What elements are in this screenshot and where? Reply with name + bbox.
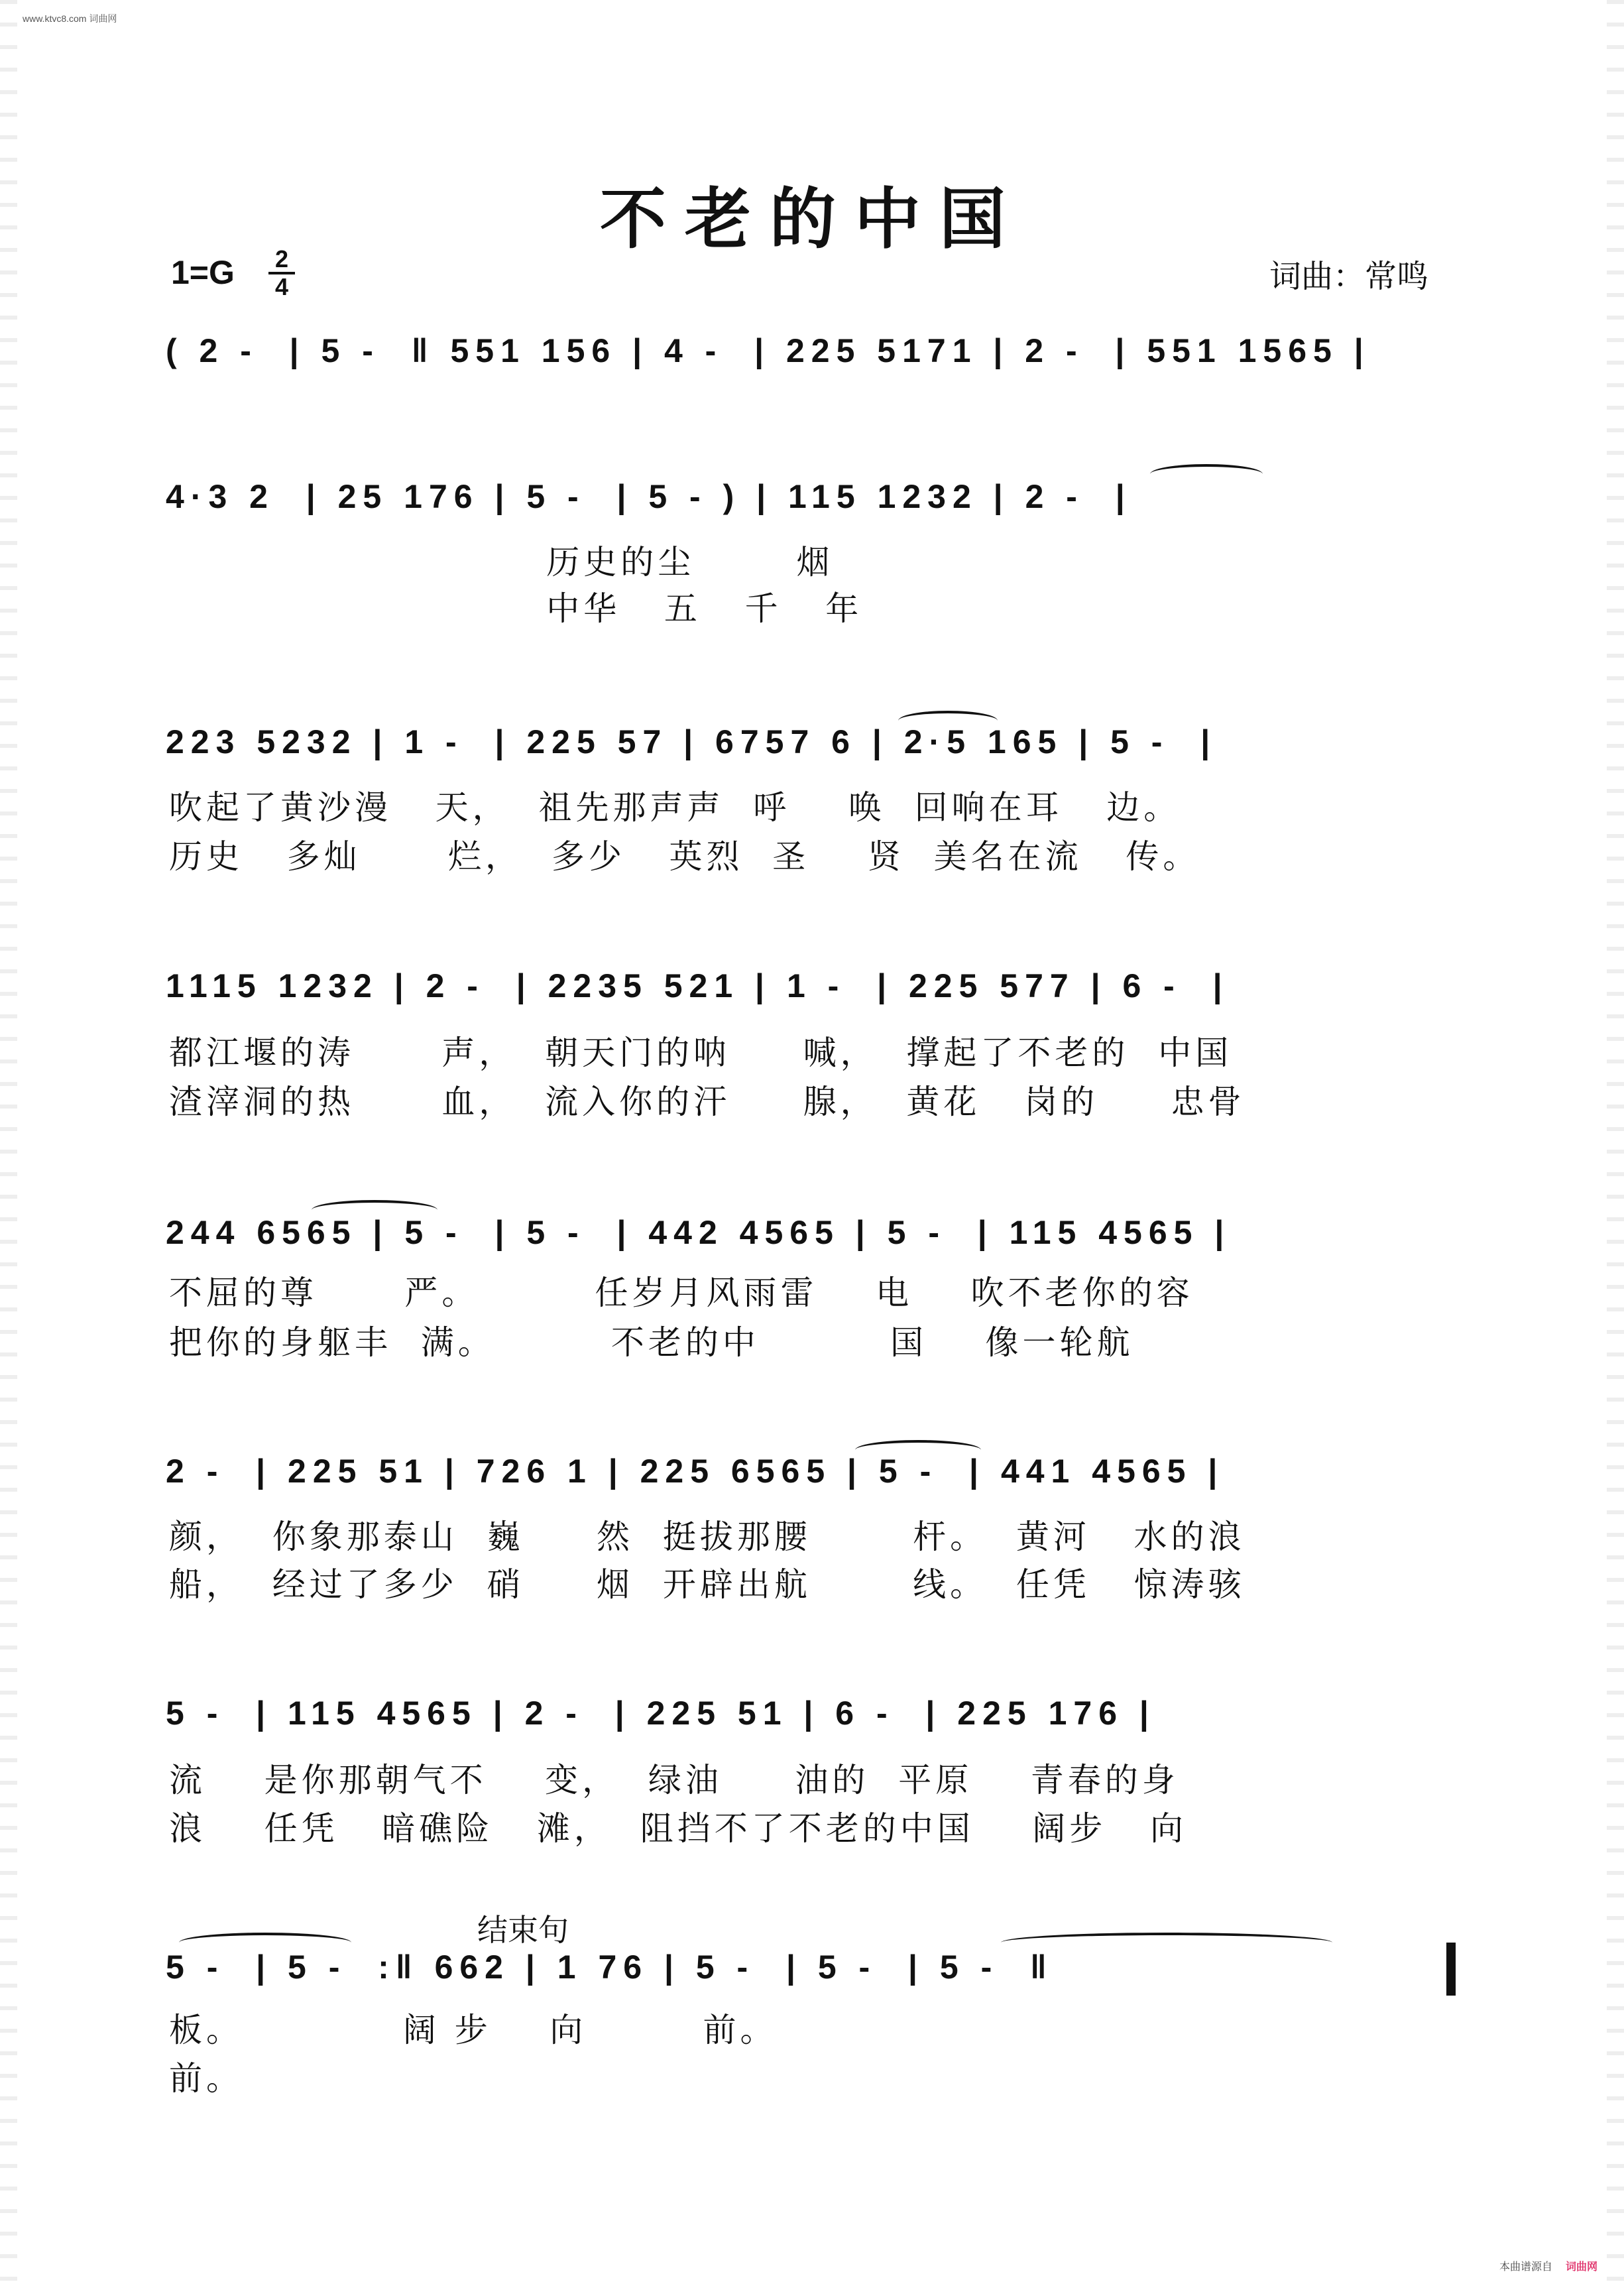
notation-line-8: 5 - | 5 - :‖ 662 | 1 76 | 5 - | 5 - | 5 - ‖ bbox=[166, 1949, 1053, 1986]
lyrics-line-5b: 把你的身躯丰 满。 不老的中 国 像一轮航 bbox=[169, 1323, 1134, 1362]
slur-mark bbox=[855, 1440, 981, 1460]
footer-source: 本曲谱源自 bbox=[1499, 2261, 1552, 2273]
final-barline bbox=[1446, 1943, 1456, 1996]
lyrics-line-2a: 历史的尘 烟 bbox=[169, 543, 834, 581]
footer bbox=[1499, 2258, 1597, 2273]
notation-line-5: 244 6565 | 5 - | 5 - | 442 4565 | 5 - | 115 4565 | bbox=[166, 1214, 1231, 1251]
notation-line-1: ( 2 - | 5 - ‖ 551 156 | 4 - | 225 5171 | 2 - | 551 1565 | bbox=[166, 332, 1370, 369]
song-title: 不老的中国 bbox=[600, 180, 1024, 258]
footer-brand[interactable]: 词曲网 bbox=[1565, 2261, 1597, 2273]
slur-mark bbox=[898, 711, 998, 731]
time-signature-top: 2 bbox=[274, 245, 289, 272]
lyrics-line-8b: 前。 bbox=[169, 2059, 243, 2098]
slur-mark bbox=[1001, 1933, 1332, 1953]
slur-mark bbox=[1150, 464, 1263, 484]
right-margin-strip bbox=[1607, 0, 1624, 2284]
lyrics-line-7b: 浪 任凭 暗礁险 滩， 阻挡不了不老的中国 阔步 向 bbox=[169, 1809, 1187, 1848]
notation-line-2: 4·3 2 | 25 176 | 5 - | 5 - ) | 115 1232 | 2 - | bbox=[166, 478, 1131, 515]
lyrics-line-4a: 都江堰的涛 声， 朝天门的呐 喊， 撑起了不老的 中国 bbox=[169, 1034, 1233, 1072]
slur-mark bbox=[179, 1933, 351, 1953]
header-url: www.ktvc8.com 词曲网 bbox=[23, 13, 117, 24]
composer-credit: 词曲：常鸣 bbox=[1269, 258, 1429, 295]
lyrics-line-7a: 流 是你那朝气不 变， 绿油 油的 平原 青春的身 bbox=[169, 1761, 1179, 1799]
notation-line-4: 1115 1232 | 2 - | 2235 521 | 1 - | 225 577 | 6 - | bbox=[166, 967, 1229, 1004]
lyrics-line-6a: 颜， 你象那泰山 巍 然 挺拔那腰 杆。 黄河 水的浪 bbox=[169, 1518, 1246, 1556]
notation-line-6: 2 - | 225 51 | 726 1 | 225 6565 | 5 - | 441 4565 | bbox=[166, 1453, 1224, 1490]
key-signature: 1=G bbox=[171, 254, 235, 291]
lyrics-line-5a: 不屈的尊 严。 任岁月风雨雷 电 吹不老你的容 bbox=[169, 1274, 1194, 1312]
notation-line-3: 223 5232 | 1 - | 225 57 | 6757 6 | 2·5 165 | 5 - | bbox=[166, 723, 1217, 760]
lyrics-line-3a: 吹起了黄沙漫 天， 祖先那声声 呼 唤 回响在耳 边。 bbox=[169, 788, 1181, 827]
lyrics-line-6b: 船， 经过了多少 硝 烟 开辟出航 线。 任凭 惊涛骇 bbox=[169, 1565, 1246, 1604]
lyrics-line-3b: 历史 多灿 烂， 多少 英烈 圣 贤 美名在流 传。 bbox=[169, 837, 1200, 876]
left-margin-strip bbox=[0, 0, 17, 2284]
slur-mark bbox=[312, 1200, 437, 1220]
lyrics-line-8a: 板。 阔 步 向 前。 bbox=[169, 2011, 778, 2049]
time-signature-bottom: 4 bbox=[274, 273, 289, 300]
lyrics-line-2b: 中华 五 千 年 bbox=[169, 589, 863, 628]
ending-phrase-label: 结束句 bbox=[477, 1912, 569, 1948]
lyrics-line-4b: 渣滓洞的热 血， 流入你的汗 腺， 黄花 岗的 忠骨 bbox=[169, 1083, 1246, 1121]
time-signature bbox=[268, 247, 295, 300]
notation-line-7: 5 - | 115 4565 | 2 - | 225 51 | 6 - | 225 176 | bbox=[166, 1695, 1155, 1732]
